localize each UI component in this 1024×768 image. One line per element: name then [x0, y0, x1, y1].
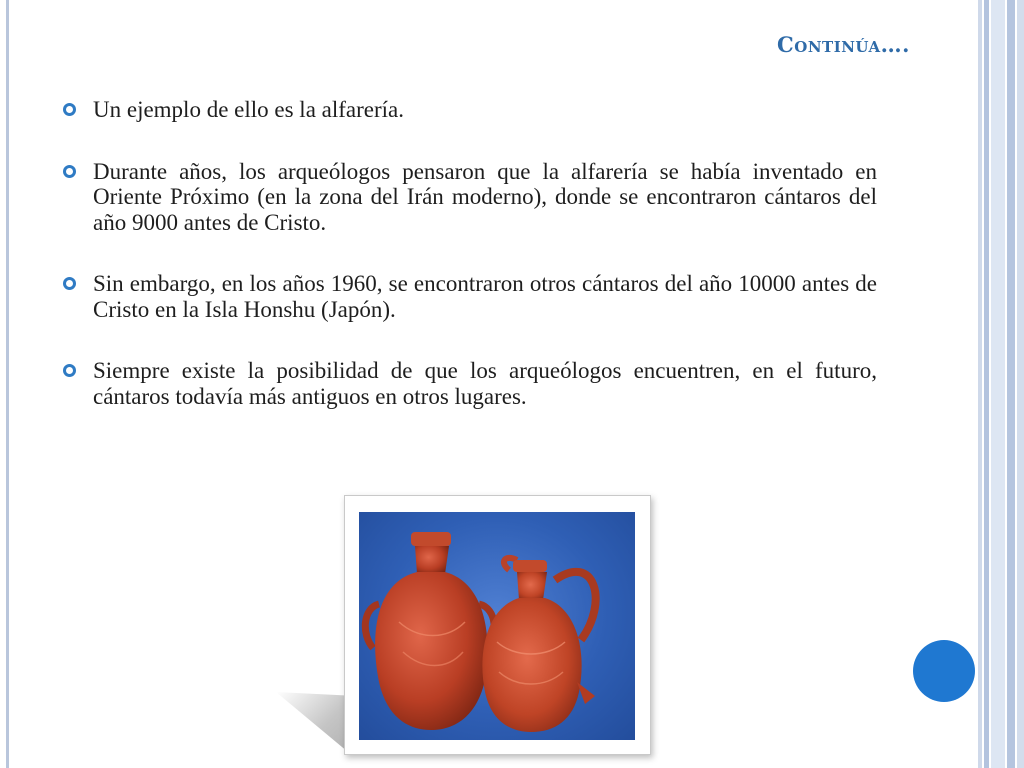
bullet-list: [62, 97, 877, 445]
blue-circle-decoration: [913, 640, 975, 702]
bullet-text: Un ejemplo de ello es la alfarería.: [93, 97, 404, 122]
right-frame-stripe: [984, 0, 989, 768]
left-frame-line: [6, 0, 9, 768]
right-frame-stripe: [1017, 0, 1024, 768]
bullet-item: [62, 97, 877, 123]
pottery-jugs-illustration: [359, 512, 635, 740]
ring-bullet-icon: [63, 364, 76, 377]
left-jug-icon: [365, 532, 494, 730]
right-frame-stripe: [1007, 0, 1015, 768]
right-jug-icon: [482, 558, 595, 732]
bullet-item: [62, 358, 877, 409]
slide-title: Continúa….: [777, 32, 910, 57]
ring-bullet-icon: [63, 103, 76, 116]
right-frame-stripe: [991, 0, 1005, 768]
bullet-text: Durante años, los arqueólogos pensaron que la alfarería se había inventado en Oriente Próximo (en la zona del Irán moderno), donde se encontraron cántaros del año 9000 antes de Cristo.: [93, 158, 877, 235]
bullet-item: [62, 159, 877, 236]
bullet-item: [62, 271, 877, 322]
photo-frame: [344, 495, 651, 755]
pottery-jugs-photo: [359, 512, 635, 740]
ring-bullet-icon: [63, 165, 76, 178]
bullet-text: Siempre existe la posibilidad de que los arqueólogos encuentren, en el futuro, cántaros todavía más antiguos en otros lugares.: [93, 358, 877, 409]
ring-bullet-icon: [63, 277, 76, 290]
right-frame-stripe: [978, 0, 982, 768]
bullet-text: Sin embargo, en los años 1960, se encontraron otros cántaros del año 10000 antes de Cristo en la Isla Honshu (Japón).: [93, 271, 877, 322]
